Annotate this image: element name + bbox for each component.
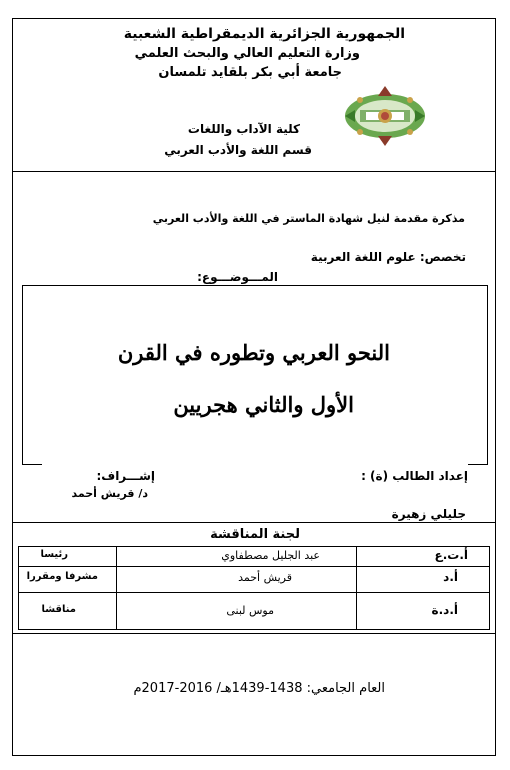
thesis-title-line2: الأول والثاني هجريين — [173, 392, 354, 417]
republic-name: الجمهورية الجزائرية الديمقراطية الشعبية — [123, 26, 405, 42]
student-label: إعداد الطالب (ة) : — [361, 469, 468, 483]
grid-col-line-2 — [356, 546, 357, 630]
committee-member-name: موس لبنى — [226, 604, 274, 617]
supervisor-label: إشـــراف: — [96, 469, 155, 483]
title-box — [22, 285, 488, 465]
faculty-name: كلية الآداب واللغات — [187, 122, 300, 136]
university-name: جامعة أبي بكر بلقايد تلمسان — [158, 65, 342, 80]
committee-rank: أ.د — [443, 570, 458, 584]
committee-role: رئيسا — [40, 549, 68, 560]
title-box-bottom-left — [22, 464, 42, 465]
specialty: تخصص: علوم اللغة العربية — [310, 250, 466, 264]
grid-col-line-1 — [116, 546, 117, 630]
committee-member-name: عبد الجليل مصطفاوي — [221, 549, 320, 562]
grid-row-line-1 — [18, 566, 490, 567]
thesis-title-line1: النحو العربي وتطوره في القرن — [117, 340, 390, 365]
committee-role: مشرفا ومقررا — [26, 571, 98, 582]
committee-rank: أ.د.ة — [431, 603, 458, 617]
university-emblem-icon — [340, 80, 430, 152]
supervisor-name: د/ قريش أحمد — [71, 487, 148, 500]
subject-label: المـــوضـــوع: — [197, 270, 278, 284]
title-box-bottom-right — [468, 464, 488, 465]
ministry-name: وزارة التعليم العالي والبحث العلمي — [134, 46, 360, 61]
academic-year: العام الجامعي: 1438-1439هـ/ 2016-2017م — [133, 681, 385, 696]
department-name: قسم اللغة والأدب العربي — [164, 143, 312, 157]
committee-rank: أ.ت.ع — [434, 548, 468, 562]
grid-row-line-2 — [18, 592, 490, 593]
student-name: جليلي زهيرة — [391, 507, 466, 521]
degree-line: مذكرة مقدمة لنيل شهادة الماستر في اللغة والأدب العربي — [152, 212, 465, 225]
committee-role: مناقشا — [41, 604, 76, 615]
header-divider — [12, 171, 496, 172]
committee-title: لجنة المناقشة — [210, 527, 300, 542]
committee-member-name: قريش أحمد — [238, 571, 292, 584]
